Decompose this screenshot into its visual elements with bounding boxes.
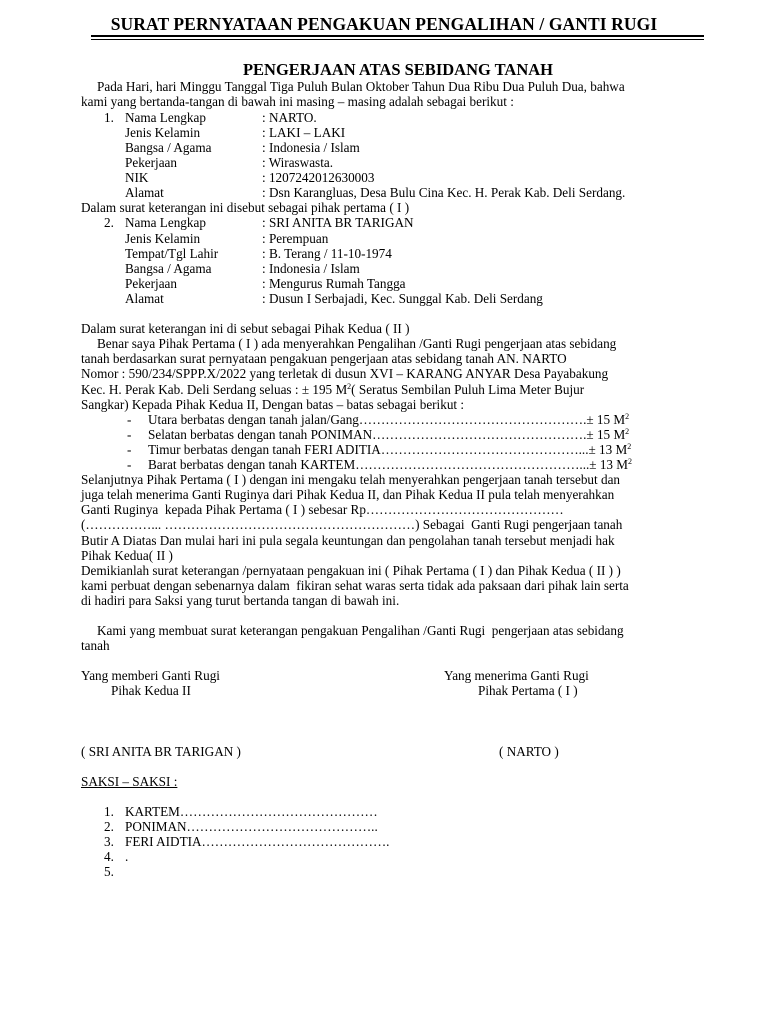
party1-value: : Indonesia / Islam: [262, 140, 360, 155]
signature-right-title: Yang menerima Ganti Rugi: [444, 668, 589, 683]
witness-name: FERI AIDTIA…………………………………….: [125, 834, 390, 849]
body-line: Butir A Diatas Dan mulai hari ini pula segala keuntungan dan pengolahan tanah tersebut menjadi hak: [81, 533, 615, 548]
party1-label: Alamat: [125, 185, 164, 200]
party1-label: NIK: [125, 170, 149, 185]
intro-line: Pada Hari, hari Minggu Tanggal Tiga Puluh Bulan Oktober Tahun Dua Ribu Dua Puluh Dua, bahwa: [97, 79, 625, 94]
border-bullet: -: [127, 412, 132, 427]
party1-value: : LAKI – LAKI: [262, 125, 346, 140]
title-rule-thick: [91, 35, 704, 37]
body-line: Sangkar) Kepada Pihak Kedua II, Dengan batas – batas sebagai berikut :: [81, 397, 465, 412]
closing-line: tanah: [81, 638, 110, 653]
party1-label: Bangsa / Agama: [125, 140, 212, 155]
border-item: Utara berbatas dengan tanah jalan/Gang…………………………………………….± 15 $M^2$: [148, 412, 630, 427]
border-bullet: -: [127, 457, 132, 472]
body-line: Ganti Ruginya kepada Pihak Pertama ( I ) sebesar Rp………………………………………: [81, 502, 564, 517]
body-line: Demikianlah surat keterangan /pernyataan pengakuan ini ( Pihak Pertama ( I ) dan Pihak Kedua ( II ) ): [81, 563, 621, 578]
list-number: 1.: [104, 110, 114, 125]
witness-number: 1.: [104, 804, 114, 819]
witness-name: KARTEM………………………………………: [125, 804, 378, 819]
border-bullet: -: [127, 442, 132, 457]
signature-right-name: ( NARTO ): [499, 744, 559, 759]
document-title: SURAT PERNYATAAN PENGAKUAN PENGALIHAN / GANTI RUGI: [110, 14, 658, 34]
body-line: kami perbuat dengan sebenarnya dalam fikiran sehat waras serta tidak ada paksaan dari pihak lain serta: [81, 578, 629, 593]
party2-label: Bangsa / Agama: [125, 261, 212, 276]
border-item: Timur berbatas dengan tanah FERI ADITIA………………………………………...± 13 $M^2$: [148, 442, 632, 457]
party2-value: : SRI ANITA BR TARIGAN: [262, 215, 414, 230]
party2-value: : Perempuan: [262, 231, 329, 246]
witness-number: 4.: [104, 849, 114, 864]
signature-left-title: Yang memberi Ganti Rugi: [81, 668, 220, 683]
witness-number: 3.: [104, 834, 114, 849]
witnesses-heading: SAKSI – SAKSI :: [81, 774, 178, 789]
body-line: Benar saya Pihak Pertama ( I ) ada menyerahkan Pengalihan /Ganti Rugi pengerjaan atas sebidang: [97, 336, 617, 351]
party1-label: Nama Lengkap: [125, 110, 206, 125]
party2-label: Alamat: [125, 291, 164, 306]
body-line: (……………... …………………………………………………) Sebagai Ganti Rugi pengerjaan tanah: [81, 517, 623, 532]
body-line: Pihak Kedua( II ): [81, 548, 173, 563]
signature-right-role: Pihak Pertama ( I ): [478, 683, 578, 698]
body-line: di hadiri para Saksi yang turut bertanda tangan di bawah ini.: [81, 593, 400, 608]
party1-label: Pekerjaan: [125, 155, 177, 170]
party1-value: : 1207242012630003: [262, 170, 375, 185]
party1-value: : Wiraswasta.: [262, 155, 334, 170]
body-line: tanah berdasarkan surat pernyataan pengakuan pengerjaan atas sebidang tanah AN. NARTO: [81, 351, 567, 366]
party2-value: : Dusun I Serbajadi, Kec. Sunggal Kab. Deli Serdang: [262, 291, 543, 306]
witness-name: PONIMAN……………………………………..: [125, 819, 378, 834]
witness-name: .: [125, 849, 129, 864]
party2-value: : Mengurus Rumah Tangga: [262, 276, 406, 291]
body-line: Kec. H. Perak Kab. Deli Serdang seluas : ± 195 $M^2$( Seratus Sembilan Puluh Lima Meter Bujur: [81, 382, 585, 397]
party2-value: : B. Terang / 11-10-1974: [262, 246, 392, 261]
border-item: Barat berbatas dengan tanah KARTEM……………………………………………...± 13 $M^2$: [148, 457, 633, 472]
intro-line: kami yang bertanda-tangan di bawah ini masing – masing adalah sebagai berikut :: [81, 94, 514, 109]
closing-line: Kami yang membuat surat keterangan pengakuan Pengalihan /Ganti Rugi pengerjaan atas sebidang: [97, 623, 624, 638]
party2-label: Tempat/Tgl Lahir: [125, 246, 219, 261]
border-item: Selatan berbatas dengan tanah PONIMAN………………………………………….± 15 $M^2$: [148, 427, 630, 442]
title-rule-thin: [91, 39, 704, 40]
signature-left-name: ( SRI ANITA BR TARIGAN ): [81, 744, 241, 759]
party2-label: Pekerjaan: [125, 276, 177, 291]
body-line: juga telah menerima Ganti Ruginya dari Pihak Kedua II, dan Pihak Kedua II pula telah menyerahkan: [81, 487, 615, 502]
document-subtitle: PENGERJAAN ATAS SEBIDANG TANAH: [242, 60, 554, 79]
party1-value: : Dsn Karangluas, Desa Bulu Cina Kec. H. Perak Kab. Deli Serdang.: [262, 185, 626, 200]
party1-label: Jenis Kelamin: [125, 125, 201, 140]
party2-note: Dalam surat keterangan ini di sebut sebagai Pihak Kedua ( II ): [81, 321, 410, 336]
witness-number: 2.: [104, 819, 114, 834]
party2-label: Jenis Kelamin: [125, 231, 201, 246]
witness-number: 5.: [104, 864, 114, 879]
signature-left-role: Pihak Kedua II: [111, 683, 191, 698]
party1-note: Dalam surat keterangan ini disebut sebagai pihak pertama ( I ): [81, 200, 410, 215]
body-line: Selanjutnya Pihak Pertama ( I ) dengan ini mengaku telah menyerahkan pengerjaan tanah tersebut dan: [81, 472, 621, 487]
party2-label: Nama Lengkap: [125, 215, 206, 230]
body-line: Nomor : 590/234/SPPP.X/2022 yang terletak di dusun XVI – KARANG ANYAR Desa Payabakung: [81, 366, 609, 381]
party2-value: : Indonesia / Islam: [262, 261, 360, 276]
border-bullet: -: [127, 427, 132, 442]
list-number: 2.: [104, 215, 114, 230]
party1-value: : NARTO.: [262, 110, 317, 125]
